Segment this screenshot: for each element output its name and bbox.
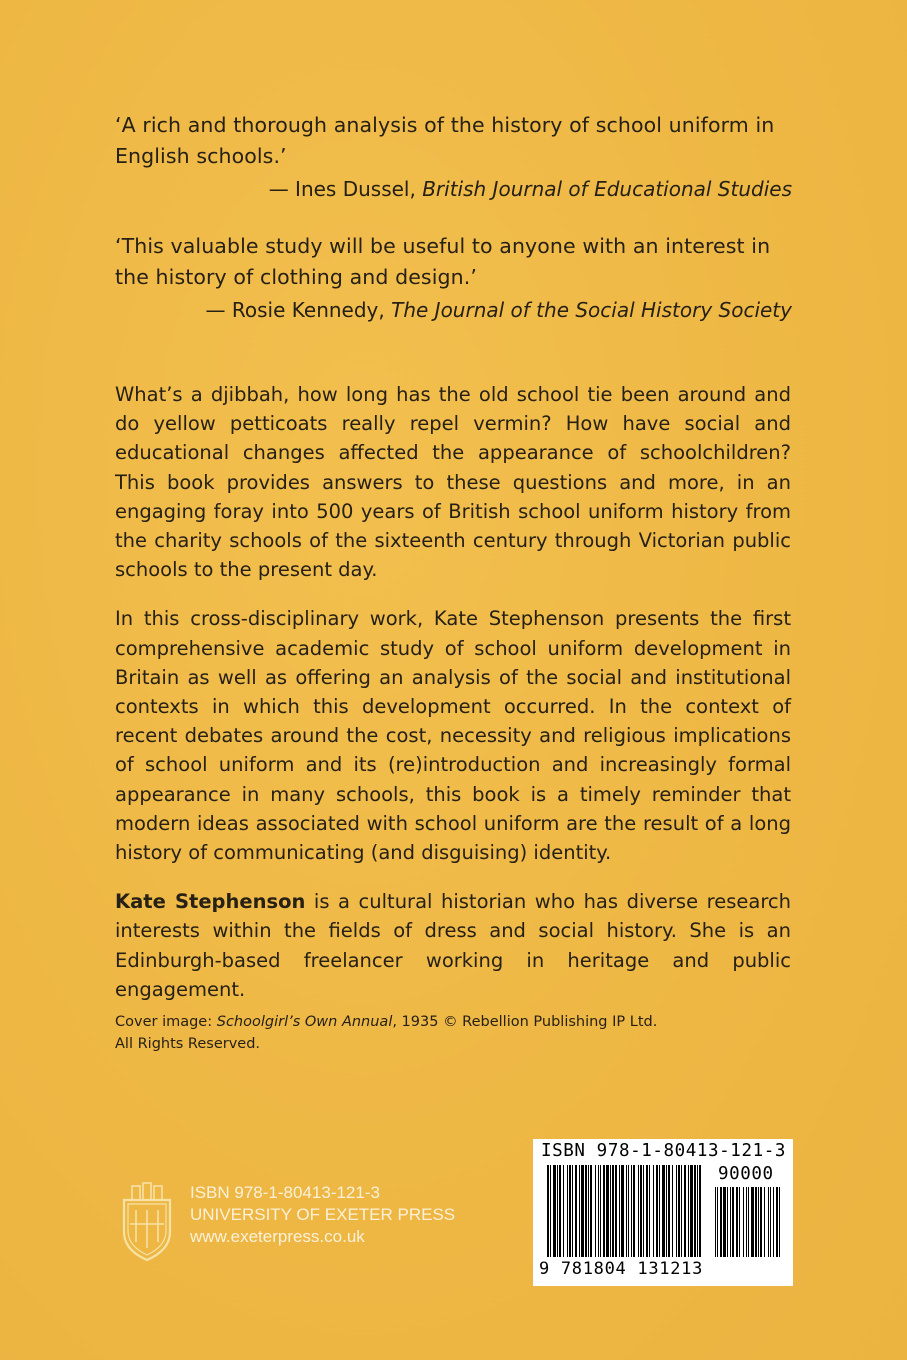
barcode-bar [569, 1165, 571, 1257]
barcode-addon-bar [768, 1187, 769, 1257]
quote-1-source: British Journal of Educational Studies [422, 177, 792, 201]
barcode-bar [557, 1165, 558, 1257]
barcode-bar [575, 1165, 577, 1257]
barcode-addon-bar [723, 1187, 726, 1257]
barcode-bar [676, 1165, 677, 1257]
barcode-bar [595, 1165, 596, 1257]
barcode-bar [631, 1165, 632, 1257]
barcode-bar [598, 1165, 599, 1257]
barcode-bar [633, 1165, 635, 1257]
barcode-bar [646, 1165, 648, 1257]
barcode-bar [581, 1165, 584, 1257]
credit-suffix: , 1935 © Rebellion Publishing IP Ltd. [392, 1014, 658, 1030]
review-quotes [115, 110, 792, 325]
barcode-bar [678, 1165, 680, 1257]
barcode-bar [550, 1165, 551, 1257]
barcode-bar [684, 1165, 686, 1257]
barcode-addon-bar [748, 1187, 749, 1257]
barcode-bar [666, 1165, 667, 1257]
publisher-name: UNIVERSITY OF EXETER PRESS [190, 1205, 456, 1224]
book-blurb [115, 380, 791, 1004]
author-name: Kate Stephenson [115, 890, 306, 914]
barcode-bar [588, 1165, 589, 1257]
barcode-bar [649, 1165, 650, 1257]
barcode-addon-label: 90000 [718, 1164, 774, 1184]
barcode-bar [690, 1165, 693, 1257]
barcode-bar [668, 1165, 670, 1257]
barcode-bar [628, 1165, 629, 1257]
author-bio-text: is a cultural historian who has diverse research interests within the fields of dress and social history. She is an Edinburgh-based freelancer working in heritage and public engagement. [115, 890, 791, 1001]
barcode-addon-bar [730, 1187, 731, 1257]
barcode-bar [681, 1165, 682, 1257]
barcode-addon-bar [746, 1187, 747, 1257]
barcode-addon-bar [779, 1187, 780, 1257]
quote-2-reviewer: — Rosie Kennedy, [205, 298, 392, 322]
barcode-bar [699, 1165, 701, 1257]
barcode-addon-bar [739, 1187, 740, 1257]
publisher-details [190, 1182, 455, 1248]
barcode-digits: 9 781804 131213 [539, 1259, 704, 1279]
publisher-url: www.exeterpress.co.uk [190, 1227, 365, 1246]
barcode-addon-bar [751, 1187, 754, 1257]
quote-2-attribution [115, 295, 792, 325]
cover-image-credit [115, 1011, 735, 1055]
barcode-bar [547, 1165, 549, 1257]
barcode-bar [619, 1165, 620, 1257]
barcode-bar [662, 1165, 665, 1257]
barcode-bar [606, 1165, 609, 1257]
barcode-bar [603, 1165, 605, 1257]
exeter-press-crest-icon [118, 1182, 176, 1262]
barcode-bar [572, 1165, 573, 1257]
publisher-block [118, 1180, 478, 1270]
barcode-bar [563, 1165, 564, 1257]
barcode-addon-bar [736, 1187, 738, 1257]
barcode-bar [610, 1165, 611, 1257]
credit-prefix: Cover image: [115, 1014, 217, 1030]
barcode-bar [559, 1165, 561, 1257]
isbn-barcode [533, 1139, 793, 1286]
quote-2-source: The Journal of the Social History Society [391, 298, 792, 322]
barcode-addon-bar [732, 1187, 734, 1257]
barcode-addon-bar [770, 1187, 771, 1257]
quote-2-text: ‘This valuable study will be useful to anyone with an interest in the history of clothing and design.’ [115, 234, 771, 289]
barcode-addon-bar [715, 1187, 716, 1257]
barcode-bar [688, 1165, 689, 1257]
barcode-addon-bar [760, 1187, 762, 1257]
barcode-bar [694, 1165, 696, 1257]
barcode-bar [626, 1165, 627, 1257]
barcode-addon-bar [755, 1187, 757, 1257]
barcode-bar [615, 1165, 617, 1257]
barcode-bar [567, 1165, 568, 1257]
barcode-addon-bar [717, 1187, 718, 1257]
barcode-bar [553, 1165, 556, 1257]
barcode-bar [653, 1165, 654, 1257]
barcode-bar [590, 1165, 592, 1257]
barcode-addon-bar [758, 1187, 759, 1257]
publisher-isbn: ISBN 978-1-80413-121-3 [190, 1183, 380, 1202]
barcode-bar [638, 1165, 639, 1257]
barcode-addon-bar [743, 1187, 744, 1257]
blurb-paragraph-1: What’s a djibbah, how long has the old school tie been around and do yellow petticoats really repel vermin? How have social and educational changes affected the appearance of schoolchildren? This book provides answers to these questions and more, in an engaging foray into 500 years of British school uniform history from the charity schools of the sixteenth century through Victorian public schools to the present day. [115, 383, 791, 582]
quote-1-attribution [115, 174, 792, 204]
barcode-bar [621, 1165, 624, 1257]
barcode-addon-bar [776, 1187, 778, 1257]
credit-title: Schoolgirl’s Own Annual [216, 1014, 393, 1030]
blurb-paragraph-2: In this cross-disciplinary work, Kate Stephenson presents the first comprehensive academic study of school uniform development in Britain as well as offering an analysis of the social and institutional contexts in which this development occurred. In the context of recent debates around the cost, necessity and religious implications of school uniform and its (re)introduction and increasingly formal appearance in many schools, this book is a timely reminder that modern ideas associated with school uniform are the result of a long history of communicating (and disguising) identity. [115, 607, 791, 865]
barcode-bar [579, 1165, 580, 1257]
barcode-isbn-label: ISBN 978-1-80413-121-3 [541, 1141, 786, 1161]
barcode-addon-bar [764, 1187, 765, 1257]
barcode-bar [656, 1165, 658, 1257]
barcode-bar [643, 1165, 644, 1257]
barcode-bar [697, 1165, 698, 1257]
barcode-addon-bar [720, 1187, 722, 1257]
barcode-bar [672, 1165, 673, 1257]
barcode-bar [585, 1165, 587, 1257]
author-bio [115, 887, 791, 1004]
barcode-bar [659, 1165, 660, 1257]
barcode-bar [612, 1165, 614, 1257]
credit-line-2: All Rights Reserved. [115, 1036, 261, 1052]
barcode-addon-bar [727, 1187, 728, 1257]
barcode-addon-bar [773, 1187, 774, 1257]
quote-1-text: ‘A rich and thorough analysis of the history of school uniform in English schools.’ [115, 113, 775, 168]
barcode-bar [640, 1165, 642, 1257]
quote-1-reviewer: — Ines Dussel, [268, 177, 423, 201]
barcode-bar [600, 1165, 601, 1257]
